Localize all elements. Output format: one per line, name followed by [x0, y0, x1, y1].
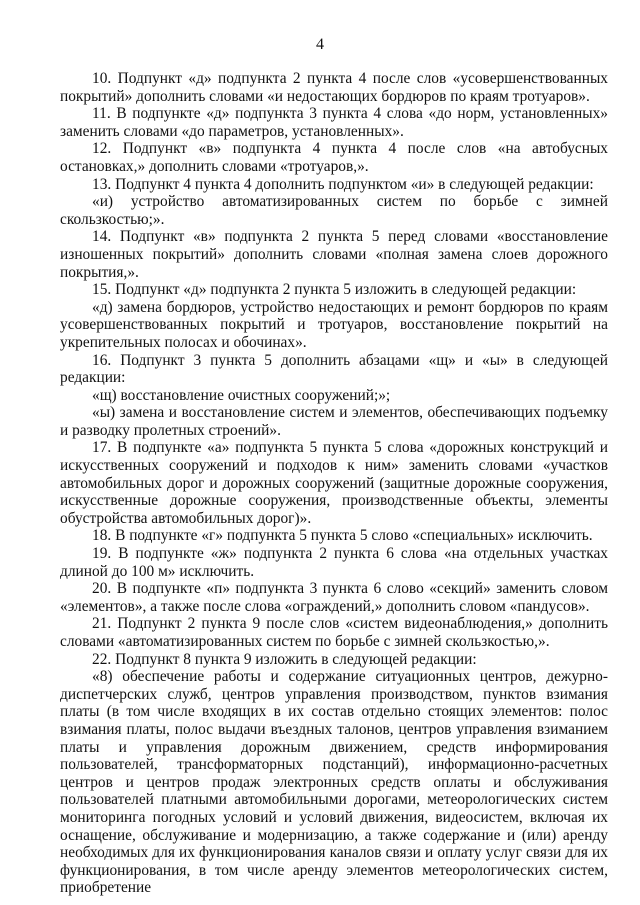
paragraph-16: 16. Подпункт 3 пункта 5 дополнить абзацами «щ» и «ы» в следующей редакции:: [60, 351, 608, 387]
page-number: 4: [316, 36, 324, 53]
paragraph-13: 13. Подпункт 4 пункта 4 дополнить подпунктом «и» в следующей редакции:: [92, 175, 594, 193]
paragraph-17: 17. В подпункте «а» подпункта 5 пункта 5 слова «дорожных конструкций и искусственных сооружений и подходов к ним» заменить словами «участков автомобильных дорог и дорожных сооружений (защитные дорожные сооружения, искусственные дорожные сооружения, производственные объекты, элементы обустройства автомобильных дорог)».: [60, 439, 608, 527]
paragraph-12: 12. Подпункт «в» подпункта 4 пункта 4 после слов «на автобусных остановках,» дополнить словами «тротуаров,».: [60, 140, 608, 175]
document-body: [60, 70, 608, 897]
paragraph-22-subitem-8: «8) обеспечение работы и содержание ситуационных центров, дежурно-диспетчерских служб, центров управления производством, пунктов взимания платы (в том числе входящих в их состав отдельно стоящих элементов: полос взимания платы, полос выдачи въездных талонов, центров управления взиманием платы и управления дорожным движением, средств информирования пользователей, трансформаторных подстанций), информационно-расчетных центров и центров продаж электронных средств оплаты и обслуживания пользователей платными автомобильными дорогами, метеорологических систем мониторинга погодных условий и условий движения, видеосистем, включая их оснащение, обслуживание и модернизацию, а также содержание и (или) аренду необходимых для их функционирования каналов связи и оплату услуг связи для их функционирования, в том числе аренду элементов метеорологических систем, приобретение: [60, 668, 608, 897]
paragraph-21: 21. Подпункт 2 пункта 9 после слов «систем видеонаблюдения,» дополнить словами «автоматизированных систем по борьбе с зимней скользкостью,».: [60, 615, 608, 650]
paragraph-15-subitem-d: «д) замена бордюров, устройство недостающих и ремонт бордюров по краям усовершенствованных покрытий и тротуаров, восстановление покрытий на укрепительных полосах и обочинах».: [60, 298, 608, 351]
paragraph-13-subitem-i: «и) устройство автоматизированных систем по борьбе с зимней скользкостью;».: [60, 193, 608, 228]
paragraph-20: 20. В подпункте «п» подпункта 3 пункта 6 слово «секций» заменить словом «элементов», а также после слова «ограждений,» дополнить словом «пандусов».: [60, 580, 608, 615]
paragraph-10: 10. Подпункт «д» подпункта 2 пункта 4 после слов «усовершенствованных покрытий» дополнить словами «и недостающих бордюров по краям тротуаров».: [60, 70, 608, 105]
paragraph-19: 19. В подпункте «ж» подпункта 2 пункта 6 слова «на отдельных участках длиной до 100 м» исключить.: [60, 545, 608, 580]
paragraph-15: 15. Подпункт «д» подпункта 2 пункта 5 изложить в следующей редакции:: [92, 281, 577, 299]
paragraph-22: 22. Подпункт 8 пункта 9 изложить в следующей редакции:: [92, 650, 477, 668]
paragraph-16-subitem-shch: «щ) восстановление очистных сооружений;»;: [92, 386, 391, 404]
paragraph-16-subitem-y: «ы) замена и восстановление систем и элементов, обеспечивающих подъемку и разводку пролетных строений».: [60, 404, 608, 439]
paragraph-14: 14. Подпункт «в» подпункта 2 пункта 5 перед словами «восстановление изношенных покрытий» дополнить словами «полная замена слоев дорожного покрытия,».: [60, 228, 608, 281]
paragraph-18: 18. В подпункте «г» подпункта 5 пункта 5 слово «специальных» исключить.: [92, 527, 593, 545]
paragraph-11: 11. В подпункте «д» подпункта 3 пункта 4 слова «до норм, установленных» заменить словами «до параметров, установленных».: [60, 105, 608, 140]
